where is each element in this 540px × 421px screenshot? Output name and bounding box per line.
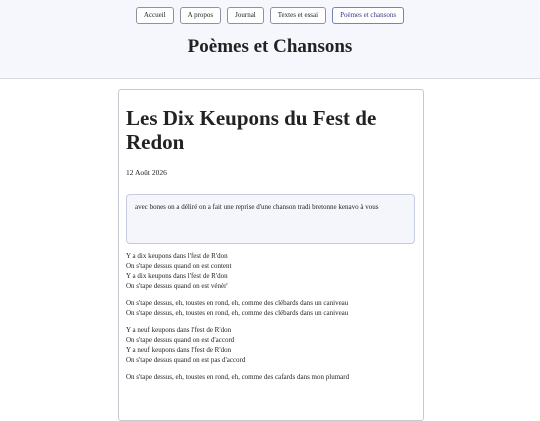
nav-textes-button[interactable]: Textes et essai [270,7,326,24]
main-nav [0,7,540,24]
stanza [126,251,418,291]
site-header [0,0,540,79]
lyrics [126,251,418,389]
post-title: Les Dix Keupons du Fest de Redon [126,106,377,154]
lyric-line: On s'tape dessus quand on est pas d'accord [126,356,246,364]
post-card [118,89,424,421]
nav-accueil-button[interactable]: Accueil [136,7,174,24]
stanza [126,325,418,365]
lyric-line: On s'tape dessus, eh, toustes en rond, eh, comme des clébards dans un caniveau [126,299,349,307]
nav-a-propos-button[interactable]: A propos [180,7,221,24]
lyric-line: On s'tape dessus quand on est content [126,262,232,270]
site-title: Poèmes et Chansons [187,36,353,57]
post-date: 12 Août 2026 [126,168,167,177]
lyric-line: Y a neuf keupons dans l'fest de R'don [126,346,232,354]
post-note: avec bones on a déliré on a fait une reprise d'une chanson tradi bretonne kenavo à vous [126,194,415,244]
lyric-line: On s'tape dessus, eh, toustes en rond, eh, comme des cafards dans mon plumard [126,373,350,381]
lyric-line: On s'tape dessus, eh, toustes en rond, eh, comme des clébards dans un caniveau [126,309,349,317]
lyric-line: On s'tape dessus quand on est d'accord [126,336,235,344]
nav-poemes-button[interactable]: Poèmes et chansons [332,7,404,24]
lyric-line: Y a dix keupons dans l'fest de R'don [126,252,228,260]
lyric-line: Y a neuf keupons dans l'fest de R'don [126,326,232,334]
lyric-line: On s'tape dessus quand on est vénèr' [126,282,228,290]
nav-journal-button[interactable]: Journal [227,7,264,24]
stanza [126,372,418,382]
stanza [126,298,418,318]
lyric-line: Y a dix keupons dans l'fest de R'don [126,272,228,280]
